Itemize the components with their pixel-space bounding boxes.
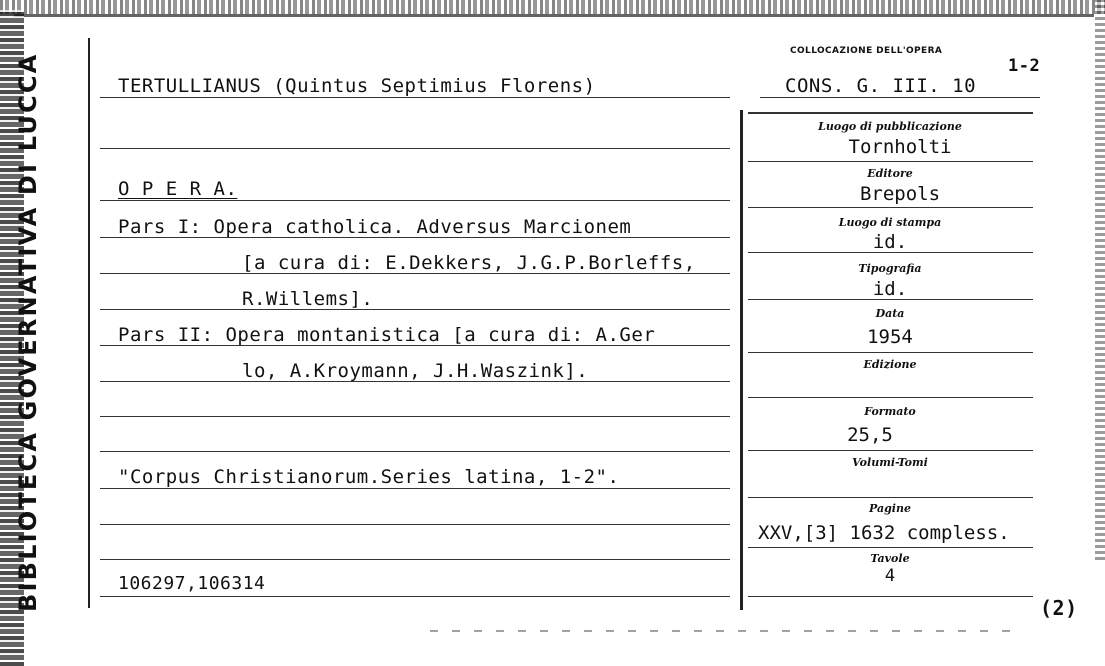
value-tavole: 4: [884, 566, 896, 586]
label-formato: Formato: [864, 405, 916, 418]
value-pagine: XXV,[3] 1632 compless.: [758, 522, 1010, 544]
margin-rule: [88, 38, 90, 608]
ruled-line: [748, 207, 1033, 208]
ruled-line: [748, 497, 1033, 498]
card-top-edge: [0, 0, 1105, 14]
card-top-rule: [14, 14, 1094, 17]
label-tavole: Tavole: [870, 552, 910, 565]
column-divider: [740, 110, 743, 610]
value-tipografia: id.: [872, 278, 908, 300]
value-editore: Brepols: [859, 183, 941, 205]
ruled-line: [748, 161, 1033, 162]
title-line-6: lo, A.Kroymann, J.H.Waszink].: [242, 360, 589, 382]
ruled-line: [760, 97, 1040, 98]
title-line-3: [a cura di: E.Dekkers, J.G.P.Borleffs,: [242, 252, 696, 274]
handwritten-mark: (2): [1040, 596, 1078, 620]
label-editore: Editore: [867, 167, 913, 180]
series-statement: "Corpus Christianorum.Series latina, 1-2".: [118, 466, 620, 488]
value-data: 1954: [867, 326, 913, 348]
label-luogo-pubblicazione: Luogo di pubblicazione: [818, 120, 962, 133]
label-edizione: Edizione: [863, 358, 917, 371]
ruled-line: [100, 488, 730, 489]
label-pagine: Pagine: [869, 502, 911, 515]
value-formato: 25,5: [847, 424, 893, 446]
bottom-dashes: [430, 630, 1010, 632]
value-luogo-pubblicazione: Tornholti: [848, 136, 952, 158]
collocation-label: COLLOCAZIONE DELL'OPERA: [790, 46, 943, 56]
ruled-line: [748, 596, 1033, 597]
title-line-1: O P E R A.: [118, 178, 238, 200]
ruled-line: [748, 450, 1033, 451]
ruled-line: [100, 524, 730, 525]
ruled-line: [748, 352, 1033, 353]
author-heading: TERTULLIANUS (Quintus Septimius Florens): [118, 75, 596, 97]
label-tipografia: Tipografia: [858, 262, 922, 275]
inventory-numbers: 106297,106314: [118, 573, 266, 594]
ruled-line: [100, 148, 730, 149]
label-luogo-stampa: Luogo di stampa: [838, 216, 942, 229]
volume-range: 1-2: [1008, 56, 1041, 76]
ruled-line: [100, 200, 730, 201]
title-line-4: R.Willems].: [242, 288, 374, 310]
ruled-line: [748, 112, 1033, 114]
library-name: BIBLIOTECA GOVERNATIVA DI LUCCA: [14, 52, 42, 612]
title-line-2: Pars I: Opera catholica. Adversus Marcionem: [118, 216, 632, 238]
ruled-line: [100, 559, 730, 560]
shelfmark: CONS. G. III. 10: [785, 75, 977, 97]
ruled-line: [748, 547, 1033, 548]
label-volumi-tomi: Volumi-Tomi: [852, 456, 928, 469]
ruled-line: [100, 97, 730, 98]
ruled-line: [100, 596, 730, 597]
label-data: Data: [875, 307, 905, 320]
value-luogo-stampa: id.: [872, 231, 908, 253]
card-right-edge: [1095, 0, 1105, 560]
ruled-line: [100, 451, 730, 452]
ruled-line: [748, 397, 1033, 398]
title-line-5: Pars II: Opera montanistica [a cura di: A.Ger: [118, 324, 656, 346]
ruled-line: [100, 309, 730, 310]
ruled-line: [100, 416, 730, 417]
